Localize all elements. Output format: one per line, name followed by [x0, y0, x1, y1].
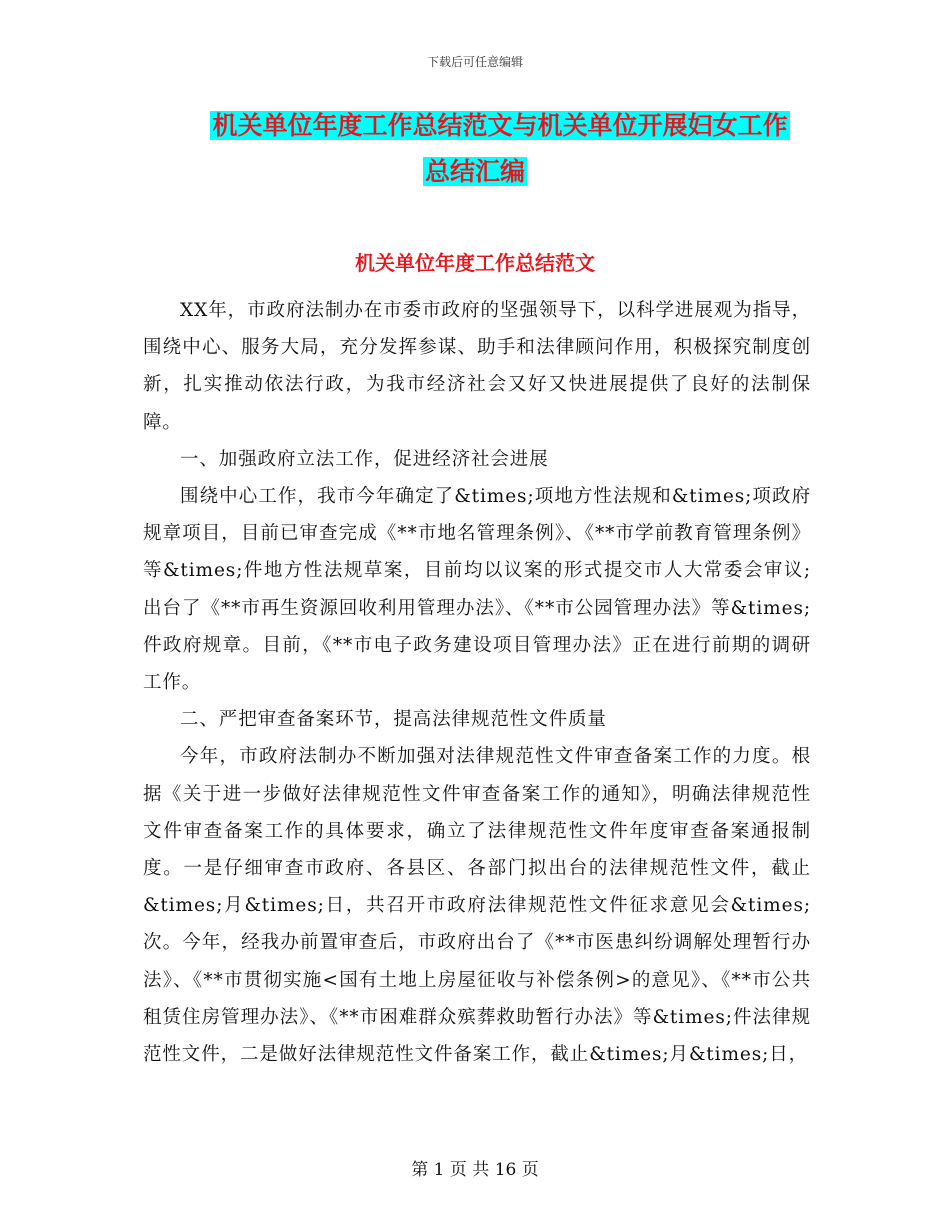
title-line-1: 机关单位年度工作总结范文与机关单位开展妇女工作 [212, 111, 788, 140]
paragraph: 围绕中心工作，我市今年确定了&times;项地方性法规和&times;项政府规章项目，目前已审查完成《**市地名管理条例》、《**市学前教育管理条例》等&times;件地方性法规草案，目前均以议案的形式提交市人大常委会审议;出台了《**市再生资源回收利用管理办法》、《**市公园管理办法》等&times;件政府规章。目前，《**市电子政务建设项目管理办法》正在进行前期的调研工作。 [143, 486, 811, 694]
document-title [0, 108, 950, 200]
title-line-2: 总结汇编 [424, 157, 525, 186]
paragraph: 二、严把审查备案环节，提高法律规范性文件质量 [180, 709, 607, 731]
header-note: 下载后可任意编辑 [426, 55, 523, 69]
paragraph: 一、加强政府立法工作，促进经济社会进展 [180, 448, 549, 470]
paragraph: 今年，市政府法制办不断加强对法律规范性文件审查备案工作的力度。根据《关于进一步做好法律规范性文件审查备案工作的通知》，明确法律规范性文件审查备案工作的具体要求，确立了法律规范性文件年度审查备案通报制度。一是仔细审查市政府、各县区、各部门拟出台的法律规范性文件，截止&times;月&times;日，共召开市政府法律规范性文件征求意见会&times;次。今年，经我办前置审查后，市政府出台了《**市医患纠纷调解处理暂行办法》、《**市贯彻实施<国有土地上房屋征收与补偿条例>的意见》、《**市公共租赁住房管理办法》、《**市困难群众殡葬救助暂行办法》等&times;件法律规范性文件，二是做好法律规范性文件备案工作，截止&times;月&times;日， [143, 746, 811, 1066]
paragraph: XX年，市政府法制办在市委市政府的坚强领导下，以科学进展观为指导，围绕中心、服务大局，充分发挥参谋、助手和法律顾问作用，积极探究制度创新，扎实推动依法行政，为我市经济社会又好又快进展提供了良好的法制保障。 [143, 300, 811, 433]
page-footer: 第 1 页 共 16 页 [411, 1160, 539, 1180]
body-text [143, 292, 811, 1073]
section-title: 机关单位年度工作总结范文 [355, 251, 595, 275]
